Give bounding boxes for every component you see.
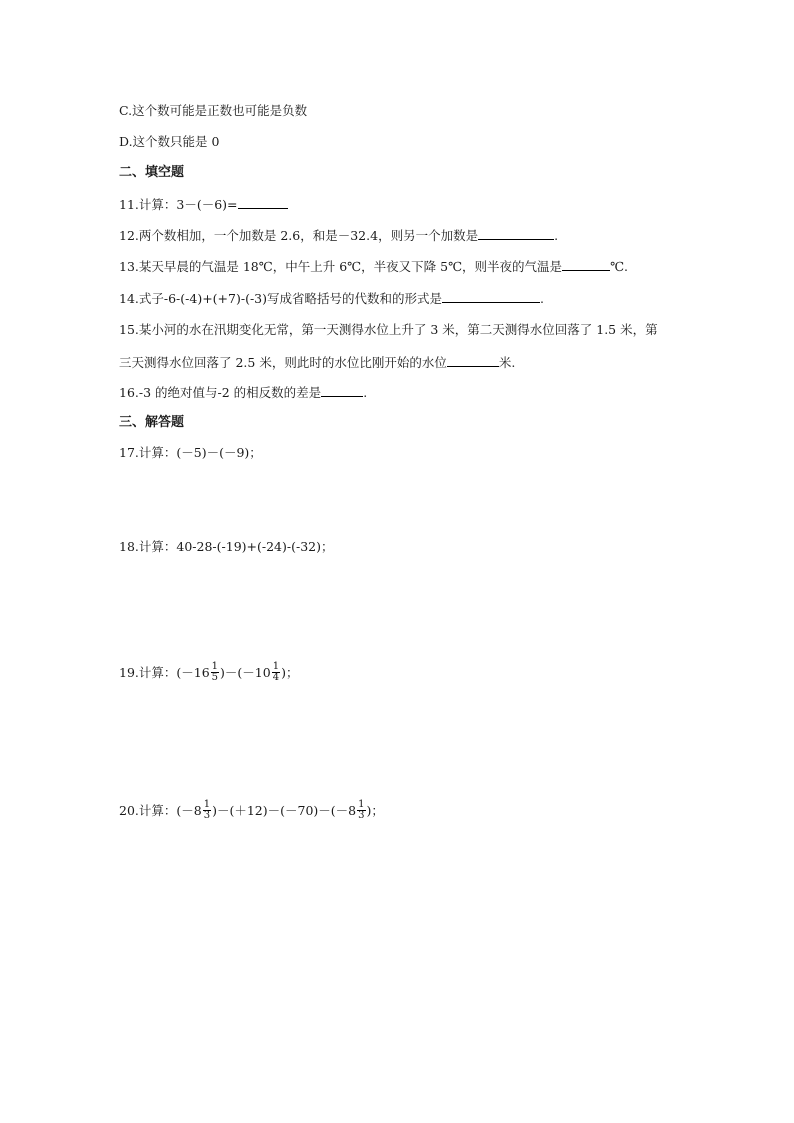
question-20-prefix: 20.计算：(－8	[119, 802, 202, 818]
question-16	[119, 384, 367, 401]
question-15-text-2: 三天测得水位回落了 2.5 米，则此时的水位比刚开始的水位	[119, 355, 447, 370]
question-15-line-1	[119, 322, 658, 338]
question-20-suffix: )；	[366, 802, 384, 818]
fraction-denominator: 4	[272, 672, 280, 683]
answer-blank	[447, 354, 499, 367]
question-11-text: 11.计算：3－(－6)=	[119, 197, 238, 212]
question-12-text: 12.两个数相加，一个加数是 2.6，和是－32.4，则另一个加数是	[119, 228, 479, 243]
fraction-numerator: 1	[203, 799, 211, 810]
fraction	[272, 662, 280, 683]
option-c-text: C.这个数可能是正数也可能是负数	[119, 103, 308, 118]
question-15-text-1: 15.某小河的水在汛期变化无常，第一天测得水位上升了 3 米，第二天测得水位回落了 1.5 米，第	[119, 322, 658, 337]
fraction-numerator: 1	[358, 799, 365, 810]
fraction-denominator: 3	[358, 810, 365, 821]
question-13-text: 13.某天早晨的气温是 18℃，中午上升 6℃，半夜又下降 5℃，则半夜的气温是	[119, 259, 563, 274]
question-13-end: ℃.	[610, 259, 629, 274]
question-14	[119, 290, 544, 307]
question-19-expression	[119, 662, 298, 683]
question-20-expression	[119, 800, 384, 821]
fraction-numerator: 1	[272, 661, 280, 672]
question-17-text: 17.计算：(－5)－(－9)；	[119, 445, 262, 460]
question-11	[119, 196, 288, 213]
question-20-mid: )－(＋12)－(－70)－(－8	[212, 802, 357, 818]
section-heading-solve-text: 三、解答题	[119, 415, 185, 430]
fraction-numerator: 1	[211, 661, 219, 672]
section-heading-solve	[119, 415, 184, 431]
section-heading-fill-in-text: 二、填空题	[119, 165, 185, 180]
question-15-end: 米.	[498, 355, 516, 370]
question-18-text: 18.计算：40-28-(-19)+(-24)-(-32)；	[119, 539, 334, 554]
question-12-end: .	[554, 228, 559, 243]
fraction	[357, 800, 365, 821]
answer-blank	[478, 227, 554, 240]
question-12	[119, 227, 558, 244]
question-20	[119, 800, 384, 821]
answer-blank	[238, 196, 288, 209]
question-19-suffix: )；	[281, 664, 299, 680]
question-16-end: .	[363, 385, 368, 400]
question-14-text: 14.式子-6-(-4)+(+7)-(-3)写成省略括号的代数和的形式是	[119, 291, 443, 306]
question-16-text: 16.-3 的绝对值与-2 的相反数的差是	[119, 385, 322, 400]
option-d-text: D.这个数只能是 0	[119, 134, 220, 149]
fraction-denominator: 5	[211, 672, 219, 683]
fraction-denominator: 3	[203, 810, 211, 821]
answer-blank	[442, 290, 540, 303]
question-19-mid: )－(－10	[220, 664, 271, 680]
question-15-line-2	[119, 354, 515, 371]
section-heading-fill-in	[119, 165, 184, 181]
question-19	[119, 662, 298, 683]
question-14-end: .	[540, 291, 545, 306]
option-c	[119, 103, 307, 119]
question-13	[119, 258, 628, 275]
question-18	[119, 539, 333, 555]
answer-blank	[562, 258, 610, 271]
question-17	[119, 445, 262, 461]
fraction	[211, 662, 219, 683]
answer-blank	[321, 384, 363, 397]
option-d	[119, 134, 219, 150]
fraction	[203, 800, 211, 821]
question-19-prefix: 19.计算：(－16	[119, 664, 210, 680]
